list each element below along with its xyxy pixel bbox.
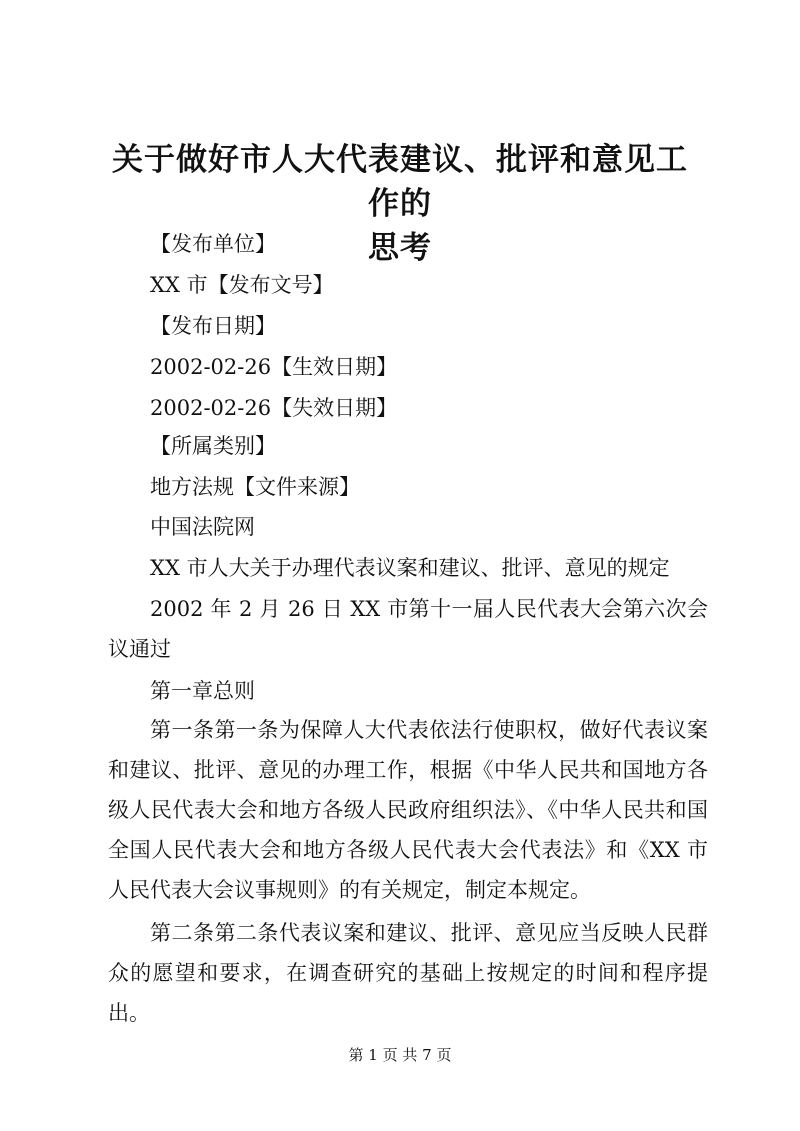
body-paragraph: 第二条第二条代表议案和建议、批评、意见应当反映人民群众的愿望和要求，在调查研究的基础上按规定的时间和程序提出。 <box>108 921 708 1025</box>
title-line-1: 关于做好市人大代表建议、批评和意见工作的 <box>112 142 688 222</box>
meta-line: 2002-02-26【失效日期】 <box>150 396 398 420</box>
title-line-2: 思考 <box>368 230 432 266</box>
chapter-heading: 第一章总则 <box>150 679 255 703</box>
body-paragraph: 第一条第一条为保障人大代表依法行使职权，做好代表议案和建议、批评、意见的办理工作，根据《中华人民共和国地方各级人民代表大会和地方各级人民政府组织法》、《中华人民共和国全国人民代表大会和地方各级人民代表大会代表法》和《XX 市人民代表大会议事规则》的有关规定，制定本规定。 <box>108 718 708 902</box>
meta-line: XX 市人大关于办理代表议案和建议、批评、意见的规定 <box>150 556 670 580</box>
body-paragraph: 2002 年 2 月 26 日 XX 市第十一届人民代表大会第六次会议通过 <box>108 597 708 661</box>
meta-line: 2002-02-26【生效日期】 <box>150 355 398 379</box>
meta-line: XX 市【发布文号】 <box>150 273 334 297</box>
meta-line: 中国法院网 <box>150 515 255 539</box>
page-footer: 第 1 页 共 7 页 <box>348 1046 452 1064</box>
meta-line: 【所属类别】 <box>150 434 276 458</box>
meta-line: 地方法规【文件来源】 <box>150 475 360 499</box>
meta-line: 【发布单位】 <box>150 232 276 256</box>
meta-line: 【发布日期】 <box>150 314 276 338</box>
